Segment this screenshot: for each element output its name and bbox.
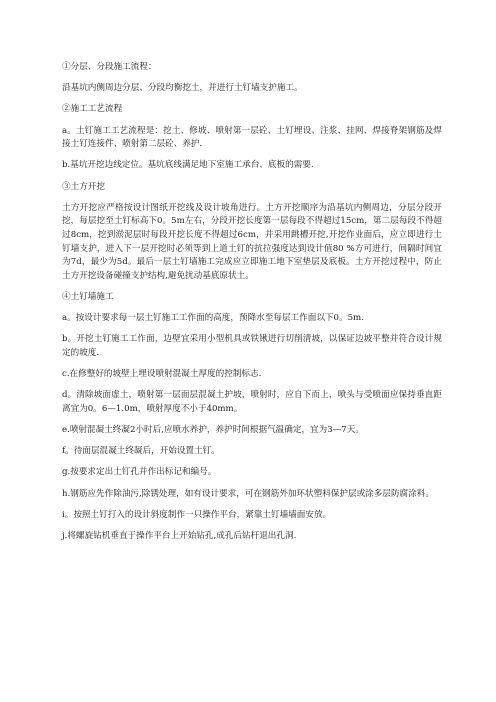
heading-process-flow: ②施工工艺流程 (62, 104, 123, 115)
list-item-j: j.将螺旋钻机垂直于操作平台上开始钻孔,成孔后钻杆退出孔洞. (62, 530, 297, 541)
list-item-c: c.在修整好的坡壁上埋设喷射混凝土厚度的控制标志. (62, 369, 262, 380)
heading-earthwork-excavation: ③土方开挖 (62, 181, 105, 192)
list-item-g: g.按要求定出土钉孔并作出标记和编号。 (62, 467, 217, 478)
list-item-i: i。按照土钉打入的设计斜度制作一只操作平台，紧靠土钉墙墙面安放。 (62, 509, 332, 520)
document-body (62, 61, 442, 551)
list-item-d: d。清除坡面虚土，喷射第一层面层混凝土护坡，喷射时，应自下而上，喷头与受喷面应保持垂直距离宜为0。6—1.0m，喷射厚度不小于40mm。 (62, 390, 442, 414)
heading-layered-construction-flow: ①分层、分段施工流程： (62, 62, 157, 72)
list-item-f: f。待面层混凝土终凝后，开始设置土钉。 (62, 446, 220, 457)
list-item-b: b。开挖土钉施工工作面，边壁宜采用小型机具或铁锹进行切削清坡，以保证边坡平整并符合设计规定的坡度. (62, 334, 442, 358)
paragraph-process-b: b.基坑开挖边线定位。基坑底线满足地下室施工承台、底板的需要. (62, 160, 314, 171)
heading-soil-nail-wall: ④土钉墙施工 (62, 291, 114, 302)
list-item-e: e.喷射混凝土终凝2小时后,应喷水养护，养护时间根据气温确定，宜为3—7天。 (62, 425, 364, 435)
list-item-h: h.钢筋应先作除油污,除锈处理，如有设计要求，可在钢筋外加环状塑料保护层或涂多层防腐涂料。 (62, 488, 434, 499)
paragraph-layered-excavation: 沿基坑内侧周边分层、分段均衡挖土，并进行土钉墙支护施工。 (62, 83, 303, 94)
list-item-a: a。按设计要求每一层土钉施工工作面的高度，预降水至每层工作面以下0。5m. (62, 313, 364, 324)
paragraph-earthwork-details: 土方开挖应严格按设计图纸开挖线及设计坡角进行。土方开挖顺序为沿基坑内侧周边，分层分段开挖，每层挖至土钉标高下0。5m左右，分段开挖长度第一层每段不得超过15cm，第二层每段不得超过8cm，挖到淤泥层时每段开挖长度不得超过6cm，并采用跳槽开挖,开挖作业面后，应立即进行土钉墙支护，进入下一层开挖时必须等到上道土钉的抗拉强度达到设计值80 %方可进行，间隔时间宜为7d，最少为5d。最后一层土钉墙施工完成应立即施工地下室垫层及底板。土方开挖过程中，防止土方开挖设备碰撞支护结构,避免扰动基底原状土。 (62, 202, 442, 281)
paragraph-process-a: a。土钉施工工艺流程是：挖土、修坡、喷射第一层砼、土钉埋设、注浆、挂网、焊接脊架钢筋及焊接土钉连接件、喷射第二层砼、养护. (62, 125, 442, 150)
